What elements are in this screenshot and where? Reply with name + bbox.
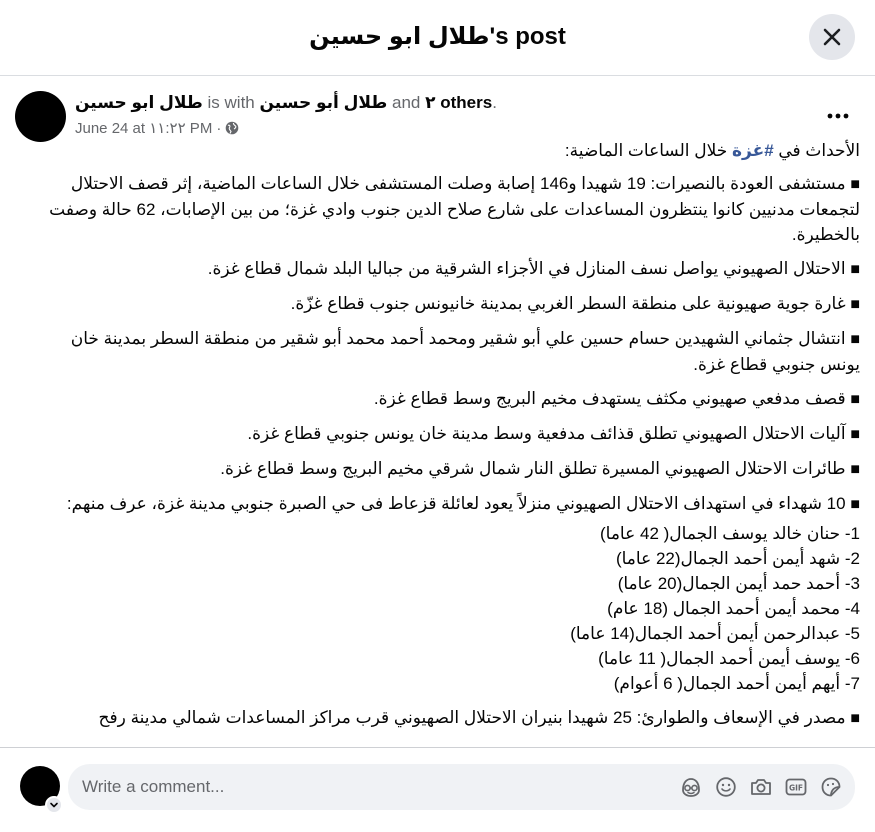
comment-box[interactable] — [68, 764, 855, 810]
bullet-icon: ■ — [850, 710, 860, 727]
news-paragraph — [40, 421, 860, 447]
post-dialog-title: طلال ابو حسين's post — [309, 23, 566, 50]
news-paragraph — [40, 705, 860, 731]
bullet-icon: ■ — [850, 261, 860, 278]
globe-icon[interactable] — [225, 121, 239, 135]
bullet-icon: ■ — [850, 461, 860, 478]
post-body — [0, 138, 875, 747]
period-text: . — [492, 93, 497, 112]
comment-composer — [0, 747, 875, 832]
news-paragraph — [40, 386, 860, 412]
svg-text:GIF: GIF — [788, 783, 803, 793]
author-avatar[interactable] — [15, 91, 66, 142]
post-date-link[interactable]: June 24 at ١١:٢٢ PM — [75, 120, 213, 137]
meta-separator: · — [216, 119, 222, 137]
news-paragraph — [40, 491, 860, 517]
list-item: 5- عبدالرحمن أيمن أحمد الجمال(14 عاما) — [570, 624, 860, 643]
bullet-icon: ■ — [850, 426, 860, 443]
tagged-person-link[interactable]: طلال أبو حسين — [259, 93, 388, 112]
news-paragraph — [40, 456, 860, 482]
post-header — [0, 76, 875, 138]
avatar-icon[interactable] — [678, 776, 703, 798]
news-paragraph — [40, 256, 860, 282]
close-icon — [821, 26, 843, 48]
list-item: 7- أيهم أيمن أحمد الجمال( 6 أعوام) — [613, 674, 860, 693]
hashtag-link[interactable]: #غزة — [731, 141, 774, 160]
martyr-names-list — [40, 521, 860, 696]
bullet-icon: ■ — [850, 176, 860, 193]
list-item: 3- أحمد حمد أيمن الجمال(20 عاما) — [617, 574, 860, 593]
gif-icon[interactable] — [783, 776, 808, 798]
intro-before: الأحداث في — [778, 141, 860, 160]
intro-line — [40, 138, 860, 163]
paragraph-text: قصف مدفعي صهيوني مكثف يستهدف مخيم البريج وسط قطاع غزة. — [373, 389, 846, 408]
comment-input[interactable] — [82, 764, 642, 810]
paragraph-text: مصدر في الإسعاف والطوارئ: 25 شهيدا بنيران الاحتلال الصهيوني قرب مراكز المساعدات شمالي مدينة رفح — [98, 708, 846, 727]
composer-icons — [678, 776, 843, 798]
paragraph-text: مستشفى العودة بالنصيرات: 19 شهيدا و146 إصابة وصلت المستشفى خلال الساعات الماضية، إثر قصف الاحتلال لتجمعات مدنيين كانوا ينتظرون المساعدات على شارع صلاح الدين جنوب وادي غزة؛ من بين الإصابات، 62 حالة وصفت بالخطيرة. — [49, 174, 860, 244]
intro-after: خلال الساعات الماضية: — [564, 141, 728, 160]
camera-icon[interactable] — [748, 776, 773, 798]
post-text — [0, 138, 875, 731]
close-button[interactable] — [809, 14, 855, 60]
paragraph-text: آليات الاحتلال الصهيوني تطلق قذائف مدفعية وسط مدينة خان يونس جنوبي قطاع غزة. — [247, 424, 846, 443]
list-item: 2- شهد أيمن أحمد الجمال(22 عاما) — [615, 549, 860, 568]
paragraph-text: طائرات الاحتلال الصهيوني المسيرة تطلق النار شمال شرقي مخيم البريج وسط قطاع غزة. — [220, 459, 846, 478]
paragraph-text: غارة جوية صهيونية على منطقة السطر الغربي بمدينة خانيونس جنوب قطاع غزّة. — [290, 294, 846, 313]
more-options-button[interactable] — [822, 104, 854, 128]
list-item: 6- يوسف أيمن أحمد الجمال( 11 عاما) — [598, 649, 860, 668]
bullet-icon: ■ — [850, 331, 860, 348]
author-name-link[interactable]: طلال ابو حسين — [75, 93, 203, 112]
list-item: 1- حنان خالد يوسف الجمال( 42 عاما) — [599, 524, 860, 543]
author-line — [75, 93, 497, 113]
others-link[interactable]: ٢ others — [425, 93, 493, 112]
bullet-icon: ■ — [850, 391, 860, 408]
profile-switch-button[interactable] — [45, 796, 63, 814]
emoji-icon[interactable] — [713, 776, 738, 798]
chevron-down-icon — [49, 800, 59, 810]
dialog-header — [0, 0, 875, 76]
bullet-icon: ■ — [850, 296, 860, 313]
sticker-icon[interactable] — [818, 776, 843, 798]
and-text: and — [392, 93, 421, 112]
paragraph-text: انتشال جثماني الشهيدين حسام حسين علي أبو شقير ومحمد أحمد محمد أبو شقير من منطقة السطر بمدينة خان يونس جنوبي قطاع غزة. — [70, 329, 860, 374]
paragraph-text: 10 شهداء في استهداف الاحتلال الصهيوني منزلاً يعود لعائلة قزعاط فى حي الصبرة جنوبي مدينة غزة، عرف منهم: — [66, 494, 846, 513]
news-paragraph — [40, 171, 860, 247]
news-paragraph — [40, 326, 860, 377]
more-icon — [827, 113, 849, 119]
post-meta — [75, 119, 239, 137]
with-text: is with — [207, 93, 255, 112]
news-paragraph — [40, 291, 860, 317]
paragraph-text: الاحتلال الصهيوني يواصل نسف المنازل في الأجزاء الشرقية من جباليا البلد شمال قطاع غزة. — [207, 259, 846, 278]
bullet-icon: ■ — [850, 496, 860, 513]
list-item: 4- محمد أيمن أحمد الجمال (18 عام) — [607, 599, 860, 618]
